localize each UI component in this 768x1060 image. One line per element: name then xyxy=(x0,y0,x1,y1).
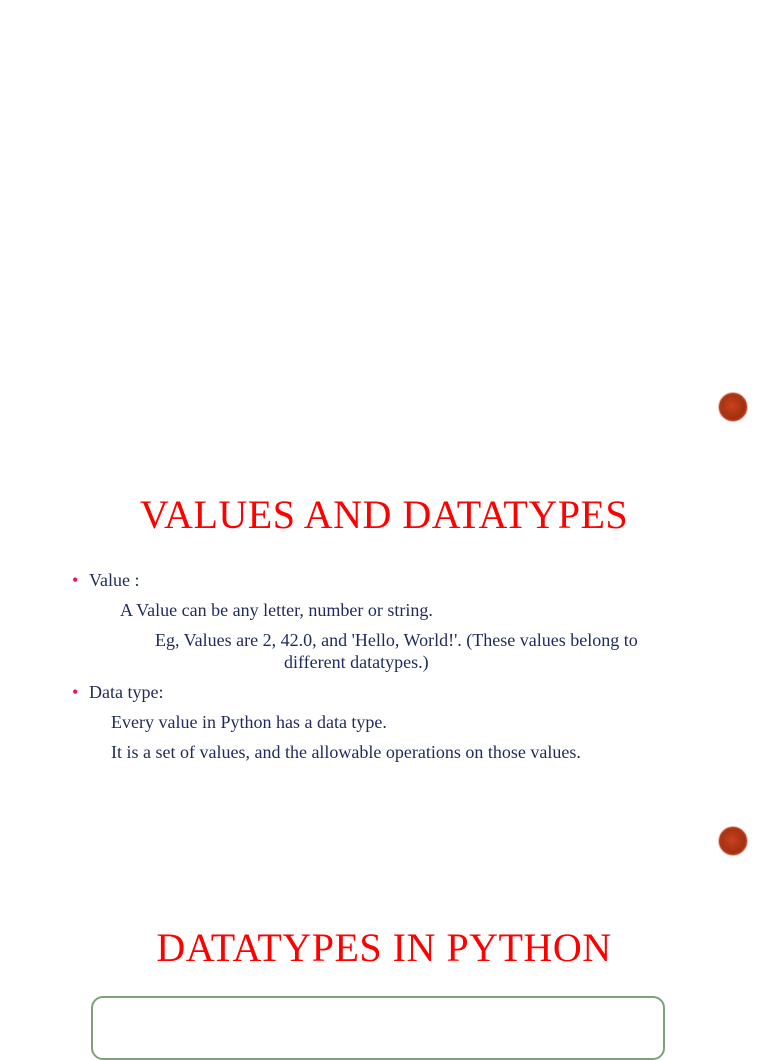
slide-title: VALUES AND DATATYPES xyxy=(139,492,629,537)
bullet-label: Value : xyxy=(89,570,140,590)
bullet-value xyxy=(72,569,140,591)
bullet-label: Data type: xyxy=(89,682,164,702)
sub-point: It is a set of values, and the allowable operations on those values. xyxy=(111,742,581,762)
example-text: Eg, Values are 2, 42.0, and 'Hello, World!'. (These values belong to xyxy=(155,630,638,650)
content-box xyxy=(91,996,665,1060)
sub-point: Every value in Python has a data type. xyxy=(111,712,387,732)
bullet-data-type xyxy=(72,681,164,703)
bullet-dot: • xyxy=(72,570,79,590)
slide-title: DATATYPES IN PYTHON xyxy=(156,925,612,970)
bullet-dot: • xyxy=(72,682,79,702)
slide-decoration-circle xyxy=(719,827,747,855)
example-text-cont: different datatypes.) xyxy=(284,652,429,672)
sub-point: A Value can be any letter, number or string. xyxy=(120,600,433,620)
slide-decoration-circle xyxy=(719,393,747,421)
